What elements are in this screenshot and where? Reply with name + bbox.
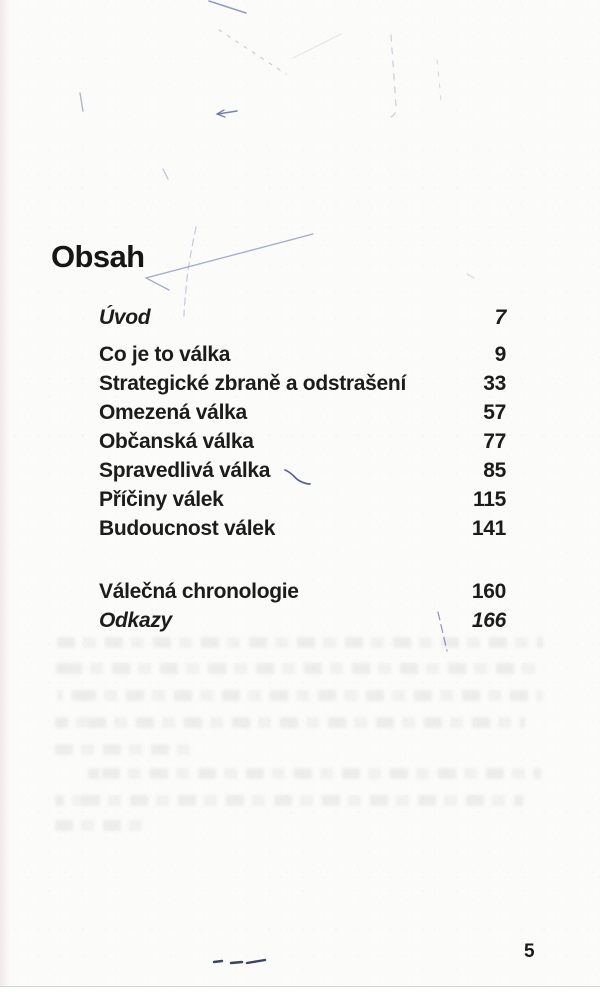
toc-entry-title: Budoucnost válek — [99, 517, 276, 540]
toc-entry-page-number: 33 — [483, 372, 506, 395]
toc-entry-title: Odkazy — [99, 609, 172, 632]
scan-bottom-margin — [0, 987, 600, 993]
toc-entry-title: Spravedlivá válka — [99, 459, 271, 482]
footer-page-number: 5 — [524, 941, 535, 962]
bleed-through-line — [88, 768, 541, 779]
bleed-through-line — [55, 820, 147, 831]
toc-entry-title: Co je to válka — [99, 343, 231, 366]
toc-entry-page-number: 166 — [471, 609, 506, 632]
toc-entry — [99, 514, 506, 543]
toc-entry-page-number: 9 — [494, 343, 506, 366]
page-title: Obsah — [51, 239, 145, 274]
bleed-through-line — [55, 744, 195, 755]
toc-entry-title: Válečná chronologie — [99, 580, 299, 603]
toc-entry — [99, 485, 506, 514]
bleed-through-line — [57, 637, 543, 648]
toc-entry-title: Strategické zbraně a odstrašení — [99, 372, 406, 395]
bleed-through-line — [57, 690, 543, 701]
bleed-through-line — [55, 795, 523, 806]
toc-entry-page-number: 115 — [473, 488, 506, 511]
toc-entry-page-number: 160 — [471, 580, 506, 603]
toc-entry-title: Občanská válka — [99, 430, 254, 453]
toc-entry-title: Omezená válka — [99, 401, 247, 424]
toc-entry-page-number: 141 — [471, 517, 506, 540]
toc-list — [99, 303, 506, 635]
toc-entry-page-number: 85 — [483, 459, 506, 482]
toc-entry — [99, 303, 506, 332]
toc-entry — [99, 606, 506, 635]
toc-entry — [99, 577, 506, 606]
toc-entry-page-number: 7 — [494, 306, 506, 329]
toc-entry — [99, 398, 506, 427]
toc-entry-title: Úvod — [99, 306, 151, 329]
bleed-through-line — [55, 663, 543, 674]
toc-entry — [99, 369, 506, 398]
toc-entry — [99, 427, 506, 456]
bleed-through-line — [55, 717, 525, 728]
toc-entry-page-number: 77 — [483, 430, 506, 453]
scan-left-edge-tint — [0, 0, 10, 993]
toc-entry-page-number: 57 — [483, 401, 506, 424]
toc-entry — [99, 340, 506, 369]
toc-entry-title: Příčiny válek — [99, 488, 224, 511]
toc-entry — [99, 456, 506, 485]
